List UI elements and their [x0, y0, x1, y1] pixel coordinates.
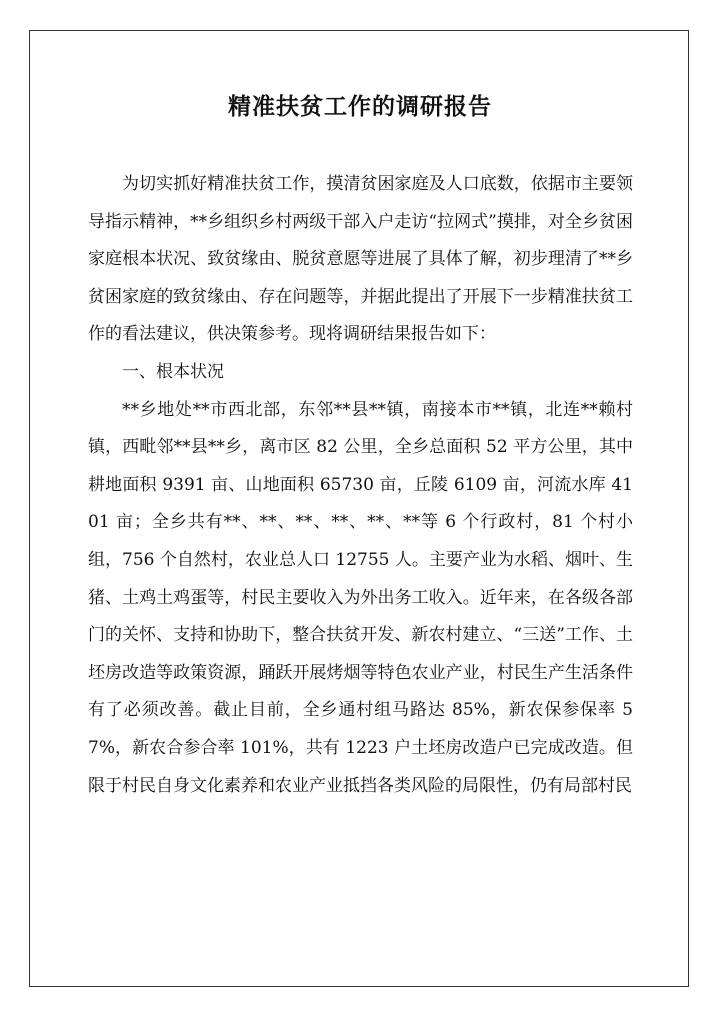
intro-paragraph: 为切实抓好精准扶贫工作，摸清贫困家庭及人口底数，依据市主要领导指示精神，**乡组织乡村两级干部入户走访“拉网式”摸排，对全乡贫困家庭根本状况、致贫缘由、脱贫意愿等进展了具体了解，初步理清了**乡贫困家庭的致贫缘由、存在问题等，并据此提出了开展下一步精准扶贫工作的看法建议，供决策参考。现将调研结果报告如下：: [88, 174, 633, 345]
document-title: 精准扶贫工作的调研报告: [228, 93, 492, 120]
document-body: [88, 166, 633, 805]
basic-situation-paragraph: **乡地处**市西北部，东邻**县**镇，南接本市**镇，北连**赖村镇，西毗邻**县**乡，离市区 82 公里，全乡总面积 52 平方公里，其中耕地面积 9391 亩、山地面积 65730 亩，丘陵 6109 亩，河流水库 4101 亩；全乡共有**、**、**、**、**、**等 6 个行政村，81 个村小组，756 个自然村，农业总人口 12755 人。主要产业为水稻、烟叶、生猪、土鸡土鸡蛋等，村民主要收入为外出务工收入。近年来，在各级各部门的关怀、支持和协助下，整合扶贫开发、新农村建立、“三送”工作、土坯房改造等政策资源，踊跃开展烤烟等特色农业产业，村民生产生活条件有了必须改善。截止目前，全乡通村组马路达 85%，新农保参保率 57%，新农合参合率 101%，共有 1223 户土坯房改造户已完成改造。但限于村民自身文化素养和农业产业抵挡各类风险的局限性，仍有局部村民: [88, 399, 633, 796]
section-heading: 一、根本状况: [122, 361, 224, 382]
